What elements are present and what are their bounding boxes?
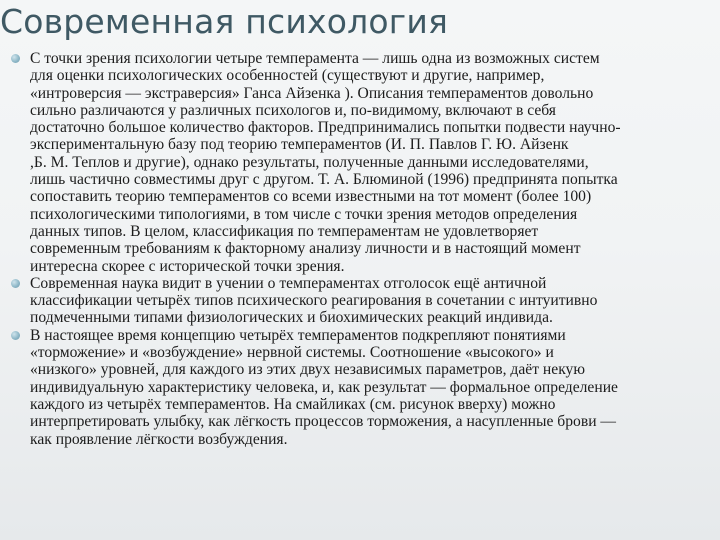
text-line: достаточно большое количество факторов. Предпринимались попытки подвести научно-: [30, 119, 621, 137]
slide-title: Современная психология: [0, 2, 449, 41]
bullet-text: [30, 327, 716, 448]
text-line: С точки зрения психологии четыре темперамента — лишь одна из возможных систем: [30, 50, 600, 67]
text-line: данных типов. В целом, классификация по темпераментам не удовлетворяет: [30, 222, 539, 240]
text-line: классификации четырёх типов психического реагирования в сочетании с интуитивно: [30, 292, 598, 310]
text-line: каждого из четырёх темпераментов. На смайликах (см. рисунок вверху) можно: [30, 395, 556, 413]
text-line: как проявление лёгкости возбуждения.: [30, 430, 288, 448]
bullet-item-current-concept: [0, 327, 716, 448]
text-line: сильно различаются у различных психологов и, по-видимому, включают в себя: [30, 101, 556, 119]
text-line: Современная наука видит в учении о темпераментах отголосок ещё античной: [30, 274, 547, 292]
bullet-item-temperament-systems: [0, 50, 716, 275]
text-line: индивидуальную характеристику человека, и, как результат — формальное определение: [30, 378, 618, 396]
bullet-item-modern-science: [0, 275, 716, 327]
text-line: интересна скорее с исторической точки зрения.: [30, 257, 345, 275]
text-line: интерпретировать улыбку, как лёгкость процессов торможения, а насупленные брови —: [30, 413, 617, 431]
text-line: «низкого» уровней, для каждого из этих двух независимых параметров, даёт некую: [30, 361, 585, 379]
text-line: подмеченными типами физиологических и биохимических реакций индивида.: [30, 309, 553, 327]
text-line: «торможение» и «возбуждение» нервной системы. Соотношение «высокого» и: [30, 344, 554, 362]
bullet-list: [0, 50, 716, 448]
text-line: для оценки психологических особенностей (существуют и другие, например,: [30, 67, 545, 85]
bullet-text: [30, 50, 716, 275]
text-line: экспериментальную базу под теорию темпераментов (И. П. Павлов Г. Ю. Айзенк: [30, 136, 569, 154]
text-line: современным требованиям к факторному анализу личности и в настоящий момент: [30, 240, 581, 258]
bullet-dot-icon: [11, 54, 20, 63]
bullet-dot-icon: [11, 279, 20, 288]
bullet-text: [30, 275, 716, 327]
text-line: ,Б. М. Теплов и другие), однако результаты, полученные данными исследователями,: [30, 153, 589, 171]
text-line: сопоставить теорию темпераментов со всеми известными на тот момент (более 100): [30, 188, 592, 206]
text-line: «интроверсия — экстраверсия» Ганса Айзенка ). Описания темпераментов довольно: [30, 84, 594, 102]
text-line: лишь частично совместимы друг с другом. Т. А. Блюминой (1996) предпринята попытка: [30, 171, 618, 189]
bullet-dot-icon: [11, 331, 20, 340]
text-line: В настоящее время концепцию четырёх темпераментов подкрепляют понятиями: [30, 326, 566, 344]
text-line: психологическими типологиями, в том числе с точки зрения методов определения: [30, 205, 578, 223]
